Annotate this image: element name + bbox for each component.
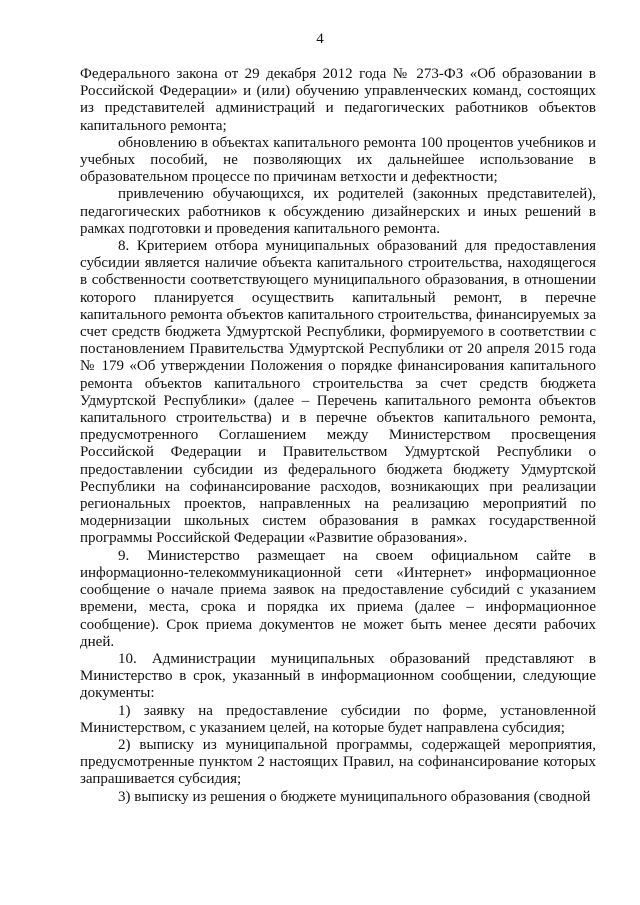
paragraph: 8. Критерием отбора муниципальных образований для предоставления субсидии является наличие объекта капитального строительства, находящегося в собственности соответствующего муниципального образования, в отношении которого планируется осуществить капитальный ремонт, в перечне капитального ремонта объектов капитального строительства, финансируемых за счет средств бюджета Удмуртской Республики, формируемого в соответствии с постановлением Правительства Удмуртской Республики от 20 апреля 2015 года № 179 «Об утверждении Положения о порядке финансирования капитального ремонта объектов капитального строительства за счет средств бюджета Удмуртской Республики» (далее – Перечень капитального ремонта объектов капитального строительства) и в перечне объектов капитального ремонта, предусмотренного Соглашением между Министерством просвещения Российской Федерации и Правительством Удмуртской Республики о предоставлении субсидии из федерального бюджета бюджету Удмуртской Республики на софинансирование расходов, возникающих при реализации региональных проектов, направленных на реализацию мероприятий по модернизации школьных систем образования в рамках государственной программы Российской Федерации «Развитие образования». xyxy=(80,238,596,547)
paragraph: привлечению обучающихся, их родителей (законных представителей), педагогических работников к обсуждению дизайнерских и иных решений в рамках подготовки и проведения капитального ремонта. xyxy=(80,186,596,237)
paragraph: 1) заявку на предоставление субсидии по форме, установленной Министерством, с указанием целей, на которые будет направлена субсидия; xyxy=(80,702,596,736)
paragraph: 10. Администрации муниципальных образований представляют в Министерство в срок, указанный в информационном сообщении, следующие документы: xyxy=(80,650,596,702)
paragraph: обновлению в объектах капитального ремонта 100 процентов учебников и учебных пособий, не позволяющих их дальнейшее использование в образовательном процессе по причинам ветхости и дефектности; xyxy=(80,134,596,186)
document-body xyxy=(80,66,596,806)
paragraph: 9. Министерство размещает на своем официальном сайте в информационно-телекоммуникационной сети «Интернет» информационное сообщение о начале приема заявок на предоставление субсидий с указанием времени, места, срока и порядка их приема (далее – информационное сообщение). Срок приема документов не может быть менее десяти рабочих дней. xyxy=(80,547,596,650)
paragraph: 3) выписку из решения о бюджете муниципального образования (сводной xyxy=(118,788,591,805)
page-number: 4 xyxy=(316,31,324,47)
paragraph: Федерального закона от 29 декабря 2012 года № 273-ФЗ «Об образовании в Российской Федерации» и (или) обучению управленческих команд, состоящих из представителей администраций и педагогических работников объектов капитального ремонта; xyxy=(80,66,596,134)
paragraph: 2) выписку из муниципальной программы, содержащей мероприятия, предусмотренные пунктом 2 настоящих Правил, на софинансирование которых запрашивается субсидия; xyxy=(80,736,596,788)
